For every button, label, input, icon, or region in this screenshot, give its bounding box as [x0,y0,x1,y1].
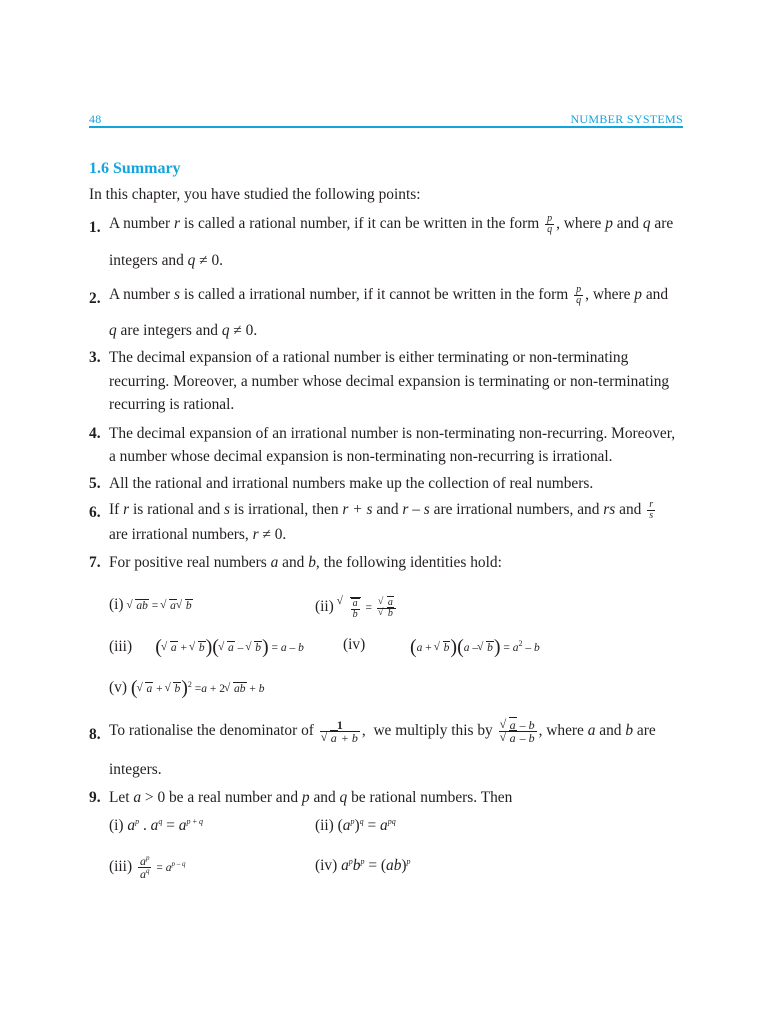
power-law-ii: (ii) $(a^p)^q = a^{pq}$ [315,817,396,835]
identity-v: (v) (√ a + √ b)$^2$ =a + 2√ ab + b [109,678,265,698]
power-law-iv: (iv) $a^pb^p = (ab)^p$ [315,857,411,875]
list-item-3-line-1: The decimal expansion of a rational number is either terminating or non-terminating [109,349,629,366]
power-law-i: (i) $a^p$ . $a^q = a^{p + q}$ [109,817,203,835]
section-title: 1.6 Summary [89,160,181,177]
item-number: 9. [89,789,101,806]
list-item-2-line-2: q are integers and q ≠ 0. [109,322,258,339]
item-number: 3. [89,349,101,366]
list-item-6-line-1: If r is rational and s is irrational, then r + s and r – s are irrational numbers, and rs and $\frac{r}{s}$ [109,499,654,521]
list-item-4-line-1: The decimal expansion of an irrational number is non-terminating non-recurring. Moreover, [109,425,676,442]
list-item-3-line-2: recurring. Moreover, a number whose decimal expansion is terminating or non-terminating [109,373,670,390]
list-item-1-line-1: A number r is called a rational number, if it can be written in the form $\frac{p}{q}$ , where p and q are [109,213,674,235]
identity-i: (i) √ ab = √ a√ b [109,597,193,613]
list-item-3-line-3: recurring is rational. [109,396,235,413]
item-number: 1. [89,219,101,236]
item-number: 8. [89,726,101,743]
identity-iv: (a + √ b)(a –√ $b) = a^2 - b$ [410,637,540,657]
list-item-2-line-1: A number s is called a irrational number, if it cannot be written in the form $\frac{p}{q}$ , where p and [109,284,669,306]
header-rule [89,126,683,128]
item-number: 7. [89,554,101,571]
item-number: 4. [89,425,101,442]
list-item-1-line-2: integers and q ≠ 0. [109,252,224,269]
list-item-8-line-2: integers. [109,761,162,778]
chapter-title: NUMBER SYSTEMS [570,112,683,126]
list-item-4-line-2: a number whose decimal expansion is non-terminating non-recurring is irrational. [109,448,613,465]
item-number: 5. [89,475,101,492]
intro-text: In this chapter, you have studied the following points: [89,186,421,203]
item-number: 2. [89,290,101,307]
item-number: 6. [89,504,101,521]
power-law-iii: (iii) $\frac{a^p}{a^q}$ = $a^{p - q}$ [109,854,186,881]
list-item-8-line-1: To rationalise the denominator of 1 √ a + b , we multiply this by √ a – b √ a – b , where a and b are [109,719,656,744]
identity-ii: (ii) √ $\frac{a}{b}$ = √ a √ b [315,597,398,620]
list-item-5-line-1: All the rational and irrational numbers make up the collection of real numbers. [109,475,594,492]
page-number: 48 [89,112,102,126]
list-item-9-line-1: Let a > 0 be a real number and p and q be rational numbers. Then [109,789,513,806]
identity-iv-label: (iv) [343,636,366,653]
list-item-6-line-2: are irrational numbers, r ≠ 0. [109,526,287,543]
identity-iii: (iii) (√ a + √ b)(√ a – √ b) = a – b [109,637,304,657]
list-item-7-line-1: For positive real numbers a and b, the following identities hold: [109,554,502,571]
